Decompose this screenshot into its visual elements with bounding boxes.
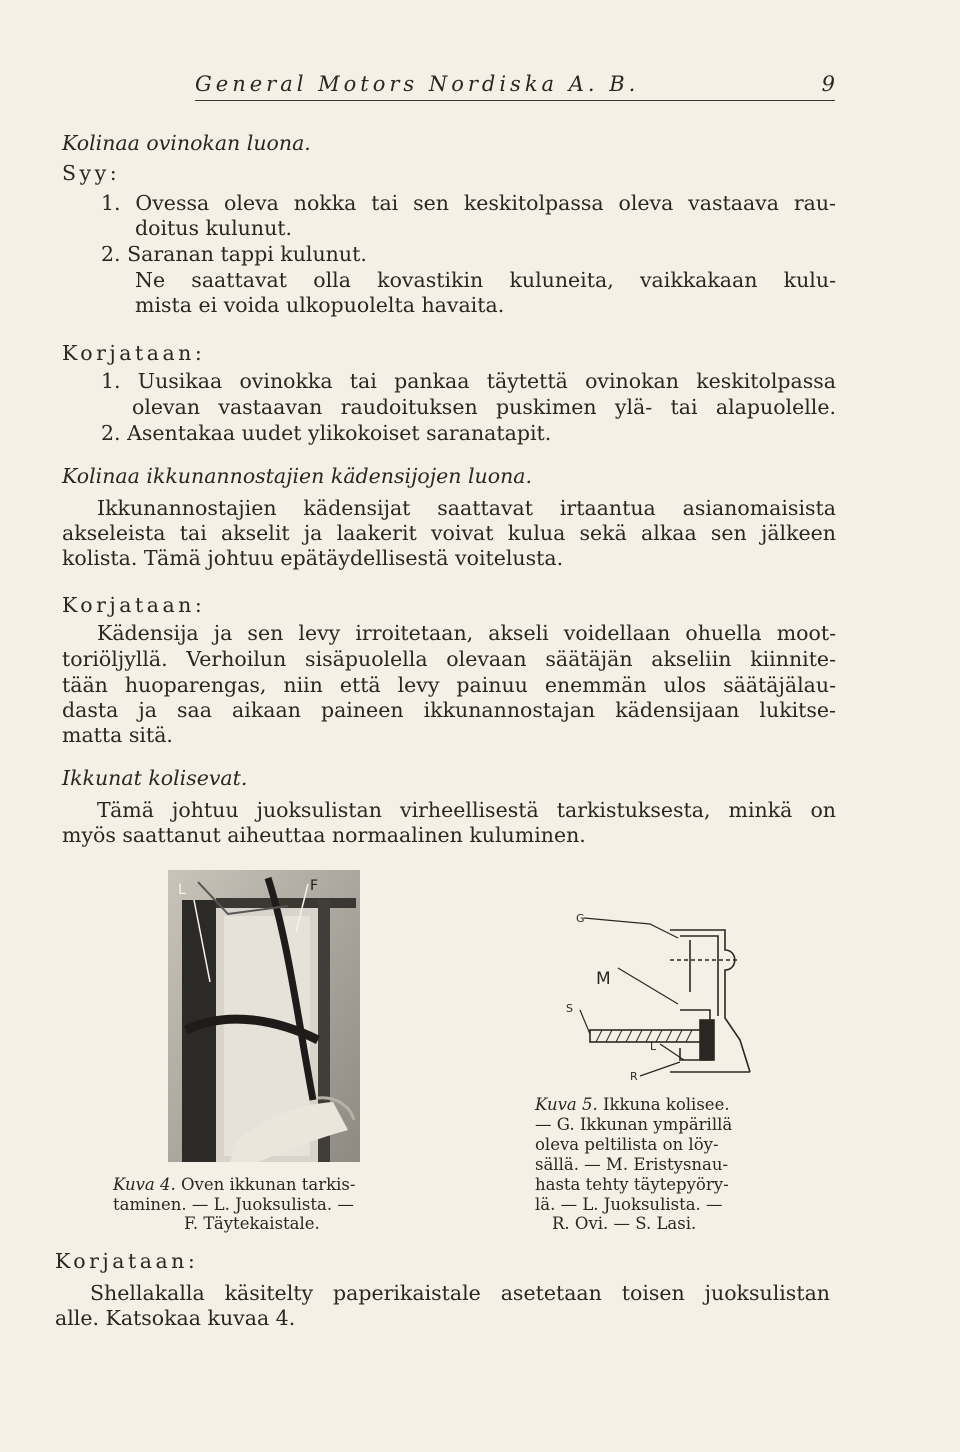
figure-5-label-s: S <box>566 1002 573 1015</box>
cause-line: 1. Ovessa oleva nokka tai sen keskitolpassa oleva vastaava rau- <box>101 191 836 215</box>
syy-label: Syy: <box>62 161 121 185</box>
body-line: toriöljyllä. Verhoilun sisäpuolella olevaan säätäjän akseliin kiinnite- <box>62 647 836 671</box>
figure-5-caption-text: Ikkuna kolisee. <box>603 1095 730 1114</box>
figure-5-label-g: G <box>576 912 585 925</box>
fix-line: olevan vastaavan raudoituksen puskimen ylä- tai alapuolelle. <box>132 395 836 419</box>
header-title: General Motors Nordiska A. B. <box>195 72 640 96</box>
korjataan-label: Korjataan: <box>62 593 206 617</box>
cause-line: Ne saattavat olla kovastikin kuluneita, vaikkakaan kulu- <box>135 268 836 292</box>
page-header <box>195 72 835 101</box>
figure-5-caption-line: lä. — L. Juoksulista. — <box>535 1195 723 1214</box>
section-heading: Kolinaa ikkunannostajien kädensijojen luona. <box>62 464 533 488</box>
body-line: kolista. Tämä johtuu epätäydellisestä voitelusta. <box>62 546 564 570</box>
figure-5-caption-prefix: Kuva 5. <box>535 1095 598 1114</box>
figure-5-label-m: M <box>596 969 611 989</box>
figure-4-caption-line <box>113 1174 355 1195</box>
figure-4-caption-line: F. Täytekaistale. <box>184 1214 320 1233</box>
cause-line: doitus kulunut. <box>135 216 293 240</box>
cause-line: 2. Saranan tappi kulunut. <box>101 242 367 266</box>
body-line: alle. Katsokaa kuvaa 4. <box>55 1306 296 1330</box>
figure-4-caption-prefix: Kuva 4. <box>113 1175 176 1194</box>
body-line: Tämä johtuu juoksulistan virheellisestä tarkistuksesta, minkä on <box>97 798 836 822</box>
fix-line: 2. Asentakaa uudet ylikokoiset saranatapit. <box>101 421 552 445</box>
figure-5-caption-line <box>535 1094 730 1115</box>
figure-5-diagram <box>560 900 790 1090</box>
figure-5-caption-line: hasta tehty täytepyöry- <box>535 1175 729 1194</box>
body-line: akseleista tai akselit ja laakerit voivat kulua sekä alkaa sen jälkeen <box>62 521 836 545</box>
section-heading: Ikkunat kolisevat. <box>62 766 248 790</box>
figure-4-photo <box>168 870 360 1162</box>
figure-4-caption-text: Oven ikkunan tarkis- <box>181 1175 356 1194</box>
cause-line: mista ei voida ulkopuolelta havaita. <box>135 293 505 317</box>
body-line: dasta ja saa aikaan paineen ikkunannostajan kädensijaan lukitse- <box>62 698 836 722</box>
body-line: Shellakalla käsitelty paperikaistale asetetaan toisen juoksulistan <box>90 1281 830 1305</box>
page-number: 9 <box>821 72 835 96</box>
body-line: Ikkunannostajien kädensijat saattavat irtaantua asianomaisista <box>97 496 836 520</box>
figure-5-caption-line: R. Ovi. — S. Lasi. <box>552 1214 697 1233</box>
figure-4-label-f: F <box>310 878 319 894</box>
figure-5-label-r: R <box>630 1070 638 1083</box>
figure-4-caption-line: taminen. — L. Juoksulista. — <box>113 1195 354 1214</box>
figure-5-caption-line: sällä. — M. Eristysnau- <box>535 1155 729 1174</box>
figure-5-caption-line: oleva peltilista on löy- <box>535 1135 719 1154</box>
korjataan-label: Korjataan: <box>62 341 206 365</box>
body-line: myös saattanut aiheuttaa normaalinen kuluminen. <box>62 823 586 847</box>
body-line: tään huoparengas, niin että levy painuu enemmän ulos säätäjälau- <box>62 673 836 697</box>
body-line: matta sitä. <box>62 723 173 747</box>
figure-4-label-l: L <box>178 882 186 898</box>
body-line: Kädensija ja sen levy irroitetaan, akseli voidellaan ohuella moot- <box>97 621 836 645</box>
figure-5-label-l: L <box>650 1040 657 1053</box>
section-heading: Kolinaa ovinokan luona. <box>62 131 311 155</box>
fix-line: 1. Uusikaa ovinokka tai pankaa täytettä ovinokan keskitolpassa <box>101 369 836 393</box>
korjataan-label: Korjataan: <box>55 1249 199 1273</box>
figure-5-caption-line: — G. Ikkunan ympärillä <box>535 1115 733 1134</box>
